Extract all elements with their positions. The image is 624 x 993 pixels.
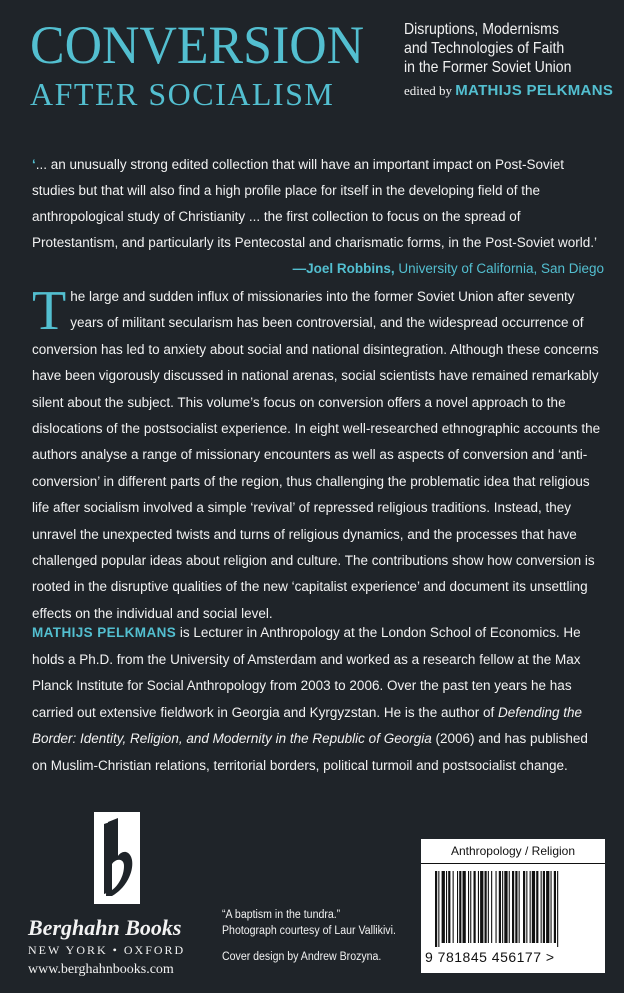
publisher-block xyxy=(28,812,208,978)
attribution-institution: University of California, San Diego xyxy=(398,261,604,276)
subtitle-line: and Technologies of Faith xyxy=(404,40,565,57)
photo-credit: Photograph courtesy of Laur Vallikivi. xyxy=(222,925,396,937)
attribution-name: —Joel Robbins, xyxy=(292,261,395,276)
photo-caption: “A baptism in the tundra.” xyxy=(222,909,341,921)
category-label: Anthropology / Religion xyxy=(450,844,576,858)
book-title-line1: CONVERSION xyxy=(30,15,365,75)
berghahn-b-logo-icon xyxy=(94,812,140,904)
title-block xyxy=(30,15,390,112)
review-quote xyxy=(32,152,604,282)
subtitle-line: in the Former Soviet Union xyxy=(404,59,572,76)
design-credit: Cover design by Andrew Brozyna. xyxy=(222,951,382,963)
bio-text-2: (2006) and has published on Muslim-Christian relations, territorial borders, political turmoil and postsocialist change. xyxy=(32,731,588,773)
book-title-line2: AFTER SOCIALISM xyxy=(30,76,335,112)
editor-name: MATHIJS PELKMANS xyxy=(455,82,614,99)
quote-text: ... an unusually strong edited collection that will have an important impact on Post-Soviet studies but that will also find a high profile place for itself in the developing field of the anthropological study of Christianity ... the first collection to focus on the spread of Protestantism, and particularly its Pentecostal and charismatic forms, in the Post-Soviet world.’ xyxy=(32,157,597,250)
subtitle-block xyxy=(404,20,620,99)
quote-open-mark: ‘ xyxy=(32,157,36,172)
isbn-digits: 9 781845 456177 > xyxy=(425,949,555,965)
book-description xyxy=(32,280,604,627)
editor-credit xyxy=(404,82,620,99)
subtitle-line: Disruptions, Modernisms xyxy=(404,21,559,38)
author-bio xyxy=(32,620,604,780)
publisher-website: www.berghahnbooks.com xyxy=(28,962,174,977)
description-text: he large and sudden influx of missionaries into the former Soviet Union after seventy years of militant secularism has been controversial, and the widespread occurrence of conversion has led to anxiety about social and national disintegration. Although these concerns have been vigorously discussed in national arenas, social scientists have remained remarkably silent about the subject. This volume’s focus on conversion offers a novel approach to the dislocations of the postsocialist experience. In eight well-researched ethnographic accounts the authors analyse a range of missionary encounters as well as aspects of conversion and ‘anti-conversion’ in different parts of the region, thus challenging the problematic idea that religious life after socialism involved a simple ‘revival’ of repressed religious traditions. Instead, they unravel the unexpected twists and turns of religious dynamics, and the processes that have challenged popular ideas about religion and culture. The contributions show how conversion is rooted in the disruptive qualities of the new ‘capitalist experience’ and document its unsettling effects on the individual and social level. xyxy=(32,289,601,621)
bio-name: MATHIJS PELKMANS xyxy=(32,625,177,640)
bio-text-1: is Lecturer in Anthropology at the London School of Economics. He holds a Ph.D. from the University of Amsterdam and worked as a research fellow at the Max Planck Institute for Social Anthropology from 2003 to 2006. Over the past ten years he has carried out extensive fieldwork in Georgia and Kyrgyzstan. He is the author of xyxy=(32,625,581,720)
drop-cap: T xyxy=(32,280,67,342)
category-divider xyxy=(421,863,605,864)
barcode-box xyxy=(421,839,605,973)
barcode-icon xyxy=(435,871,591,947)
quote-attribution xyxy=(293,256,604,282)
bio-book-title: Defending the Border: Identity, Religion, and Modernity in the Republic of Georgia xyxy=(32,704,583,747)
cover-credits xyxy=(222,907,412,965)
publisher-cities: NEW YORK • OXFORD xyxy=(28,943,186,957)
editor-prefix: edited by xyxy=(404,83,453,98)
publisher-name: Berghahn Books xyxy=(28,915,182,940)
